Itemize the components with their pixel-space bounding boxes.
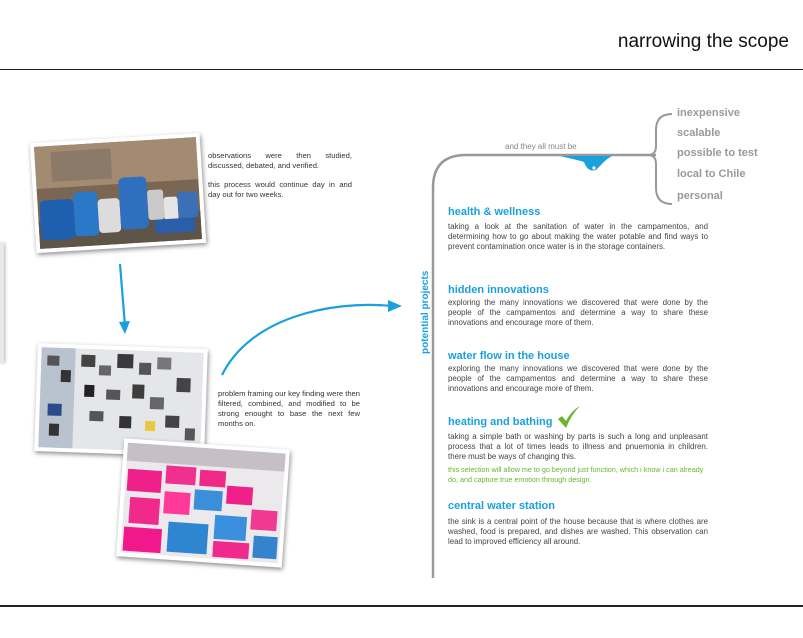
project-health-title: health & wellness — [448, 206, 541, 218]
curved-arrow — [222, 305, 392, 375]
criteria-bracket — [648, 114, 672, 204]
criterion-personal: personal — [677, 190, 723, 202]
down-arrow-head — [119, 321, 130, 334]
project-heating-title: heating and bathing — [448, 416, 553, 428]
project-heating-desc: taking a simple bath or washing by parts is such a long and unpleasant process that a lot of times leads to illness and pnuemonia in children. there must be ways of changing this. — [448, 432, 708, 461]
project-waterflow-desc: exploring the many innovations we discovered that were done by the people of the campamentos and determine a way to share these innovations and encourage more of them. — [448, 364, 708, 393]
potential-projects-label: potential projects — [420, 270, 431, 354]
criterion-inexpensive: inexpensive — [677, 107, 740, 119]
criterion-scalable: scalable — [677, 127, 721, 139]
criteria-lead: and they all must be — [505, 142, 577, 151]
down-arrow — [120, 264, 125, 326]
project-health-desc: taking a look at the sanitation of water in the campamentos, and determining how to go about making the water potable and find ways to prevent contamination once water is in the storage containers. — [448, 222, 708, 251]
framing-note: problem framing our key finding were then filtered, combined, and modified to be strong enought to base the next few months on. — [218, 389, 360, 428]
criterion-testable: possible to test — [677, 147, 758, 159]
project-heating-note: this selection will allow me to go beyond just function, which i know i can already do, and capture true emotion through design. — [448, 465, 704, 484]
water-drip — [560, 156, 612, 171]
criterion-local: local to Chile — [677, 168, 746, 180]
page-title: narrowing the scope — [617, 31, 789, 52]
project-central-desc: the sink is a central point of the house because that is where clothes are washed, food is prepared, and dishes are washed. This observation can lead to improved efficiency all around. — [448, 517, 708, 546]
project-innovations-title: hidden innovations — [448, 284, 549, 296]
curved-arrow-head — [388, 300, 402, 312]
observations-note-line-1: observations were then studied, discussed, debated, and verified. — [208, 151, 352, 170]
checkmark-icon — [556, 404, 582, 430]
project-innovations-desc: exploring the many innovations we discovered that were done by the people of the campamentos and determine a way to share these innovations and encourage more of them. — [448, 298, 708, 327]
project-waterflow-title: water flow in the house — [448, 350, 570, 362]
project-central-title: central water station — [448, 500, 555, 512]
observations-note-line-2: this process would continue day in and day out for two weeks. — [208, 180, 352, 199]
